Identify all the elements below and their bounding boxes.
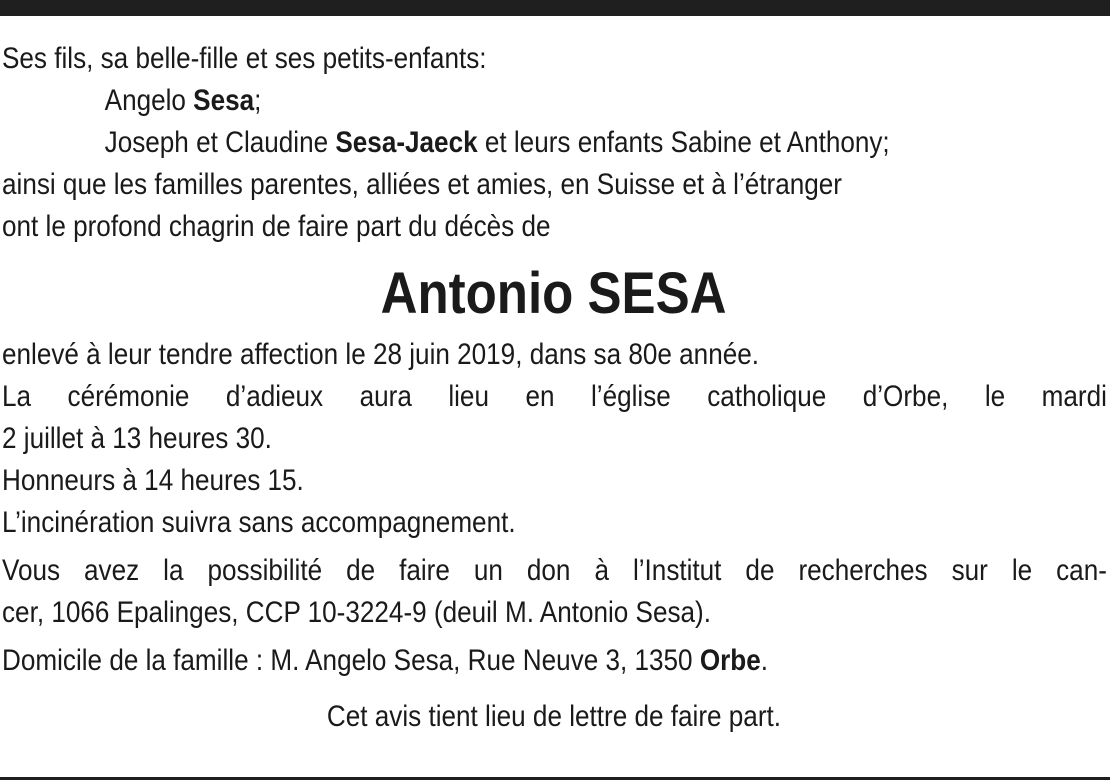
honneurs-line: Honneurs à 14 heures 15. — [2, 464, 304, 497]
ceremony-line: La cérémonie d’adieux aura lieu en l’église catholique d’Orbe, le mardi — [2, 380, 1107, 413]
domicile-line — [2, 640, 962, 682]
death-notice — [2, 38, 1106, 738]
donation-address-line: cer, 1066 Epalinges, CCP 10-3224-9 (deuil M. Antonio Sesa). — [2, 596, 711, 629]
surname: Sesa — [193, 84, 255, 117]
surname: Sesa-Jaeck — [335, 126, 478, 159]
families-line: ainsi que les familles parentes, alliées et amies, en Suisse et à l’étranger — [2, 168, 842, 201]
first-name: Angelo — [104, 84, 194, 117]
intro-line: Ses fils, sa belle-fille et ses petits-enfants: — [2, 42, 487, 75]
closing-line: Cet avis tient lieu de lettre de faire part. — [326, 700, 782, 733]
death-date-line: enlevé à leur tendre affection le 28 juin 2019, dans sa 80e année. — [2, 338, 759, 371]
domicile-address: Domicile de la famille : M. Angelo Sesa, Rue Neuve 3, 1350 — [2, 644, 700, 677]
donation-line: Vous avez la possibilité de faire un don à l’Institut de recherches sur le can- — [2, 554, 1107, 587]
top-rule — [0, 0, 1110, 16]
punctuation: ; — [254, 84, 262, 117]
announcement-line: ont le profond chagrin de faire part du décès de — [2, 210, 551, 243]
punctuation: . — [760, 644, 769, 677]
incineration-line: L’incinération suivra sans accompagnement. — [2, 506, 516, 539]
family-member-joseph — [2, 122, 962, 164]
ceremony-date-line: 2 juillet à 13 heures 30. — [2, 422, 272, 455]
deceased-name: Antonio SESA — [381, 261, 727, 326]
bottom-rule — [0, 777, 1110, 780]
family-member-angelo — [2, 80, 962, 122]
children-text: et leurs enfants Sabine et Anthony; — [477, 126, 890, 159]
first-names: Joseph et Claudine — [104, 126, 336, 159]
domicile-town: Orbe — [699, 644, 761, 677]
